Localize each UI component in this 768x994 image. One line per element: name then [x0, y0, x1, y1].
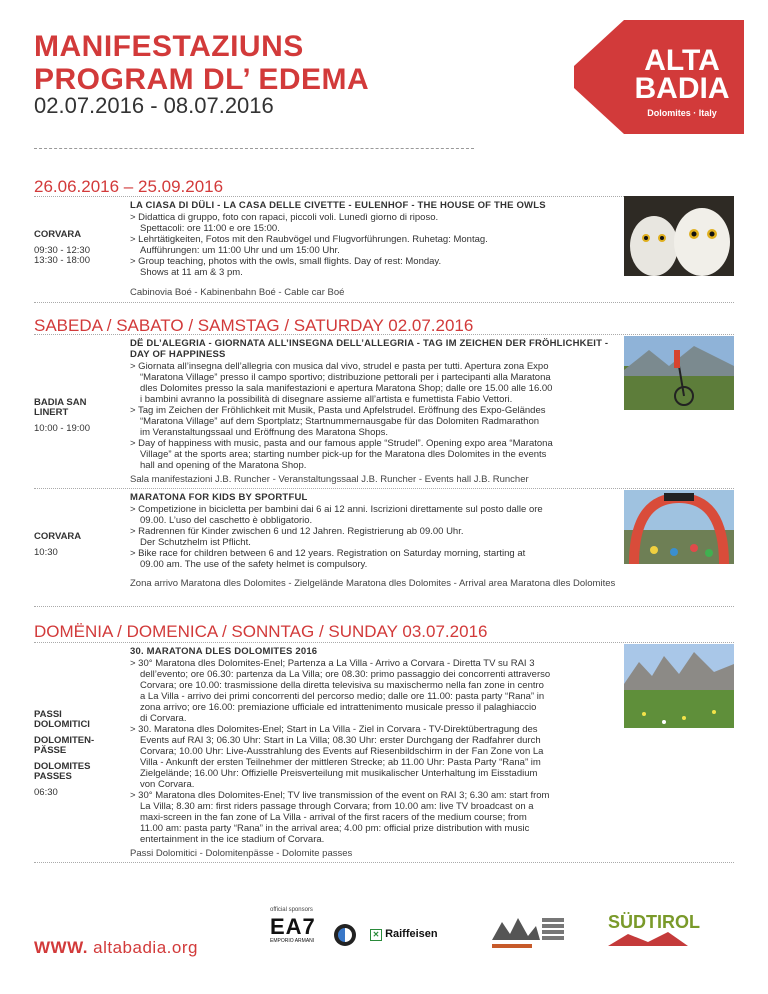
event-time: 13:30 - 18:00	[34, 255, 90, 266]
event-text-line: i bambini avranno la possibilità di disegnare assieme all’artista e fumettista Fabio Vettori.	[140, 394, 513, 405]
event-lines	[130, 361, 618, 471]
header-divider	[34, 148, 474, 149]
divider	[34, 642, 734, 643]
event-venue: Zona arrivo Maratona dles Dolomites - Zielgelände Maratona dles Dolomites - Arrival area Maratona dles Dolomites	[130, 578, 616, 589]
event-text-line: Aufführungen: um 11:00 Uhr und um 15:00 Uhr.	[140, 245, 340, 256]
divider	[34, 334, 734, 335]
logo-text-alta: ALTA	[644, 44, 720, 77]
event-title: MARATONA FOR KIDS BY SPORTFUL	[130, 492, 308, 503]
event-text-line: > Day of happiness with music, pasta and our famous apple “Strudel”. Opening expo area “Maratona	[130, 438, 553, 449]
event-title: DË DL’ALEGRIA - GIORNATA ALL’INSEGNA DELL’ALLEGRIA - TAG IM ZEICHEN DER FRÖHLICHKEIT - DAY OF HAPPINESS	[130, 338, 609, 360]
event-lines	[130, 504, 618, 570]
event-text-line: “Maratona Village” presso il campo sportivo; distribuzione pettorali per i partecipanti alla Maratona	[140, 372, 551, 383]
divider	[34, 302, 734, 303]
section-heading-3: DOMËNIA / DOMENICA / SONNTAG / SUNDAY 03.07.2016	[34, 622, 488, 641]
event-time: 10:30	[34, 547, 58, 558]
event-text-line: 09.00. L’uso del caschetto è obbligatorio.	[140, 515, 313, 526]
page-title-line1: MANIFESTAZIUNS	[34, 30, 304, 63]
event-meta	[34, 230, 119, 266]
event-lines	[130, 658, 618, 845]
website-link[interactable]: WWW. altabadia.org	[34, 938, 198, 957]
event-lines	[130, 212, 618, 278]
divider	[34, 606, 734, 607]
logo-tagline: Dolomites · Italy	[647, 108, 717, 118]
section-heading-2: SABEDA / SABATO / SAMSTAG / SATURDAY 02.07.2016	[34, 316, 474, 335]
bike-acrobat-photo	[624, 336, 734, 410]
event-location: BADIA SAN LINERT	[34, 397, 87, 418]
event-text-line: Village” at the sports area; starting number pick-up for the Maratona dles Dolomites in the events	[140, 449, 547, 460]
event-text-line: im Veranstaltungssaal und Eröffnung des Maratona Shops.	[140, 427, 389, 438]
event-text-line: “Maratona Village” auf dem Sportplatz; Startnummernausgabe für das Dolomiten Radmarathon	[140, 416, 540, 427]
event-meta	[34, 398, 119, 434]
event-text-line: La Villa; 8.30 am: first riders passage through Corvara; from 10.00 am: live TV broadcast on a	[140, 801, 534, 812]
event-text-line: Shows at 11 am & 3 pm.	[140, 267, 243, 278]
event-location: DOLOMITES PASSES	[34, 761, 91, 782]
event-meta	[34, 532, 119, 558]
event-description	[130, 338, 618, 471]
event-text-line: > Didattica di gruppo, foto con rapaci, piccoli voli. Lunedì giorno di riposo.	[130, 212, 439, 223]
event-text-line: Villa - Ankunft der ersten Teilnehmer der mittleren Strecke; ab 11.00 Uhr: Pasta Party “Rana” im	[140, 757, 541, 768]
event-venue: Sala manifestazioni J.B. Runcher - Veranstaltungssaal J.B. Runcher - Events hall J.B. Runcher	[130, 474, 529, 485]
event-text-line: Zielgelände; 16.00 Uhr: Offizielle Preisverteilung mit musikalischer Unterhaltung im Eisstadium	[140, 768, 538, 779]
event-text-line: di Corvara.	[140, 713, 187, 724]
event-text-line: > Radrennen für Kinder zwischen 6 und 12 Jahren. Registrierung ab 09.00 Uhr.	[130, 526, 464, 537]
dolomites-unesco-logo	[488, 910, 584, 960]
event-venue: Passi Dolomitici - Dolomitenpässe - Dolomite passes	[130, 848, 353, 859]
event-text-line: von Corvara.	[140, 779, 195, 790]
dolomites-photo	[624, 644, 734, 728]
event-description	[130, 200, 618, 278]
sponsors-label: official sponsors	[270, 907, 313, 913]
event-location: CORVARA	[34, 229, 82, 240]
raiffeisen-logo: ✕ Raiffeisen	[370, 928, 438, 942]
event-text-line: > 30. Maratona dles Dolomites-Enel; Start in La Villa - Ziel in Corvara - TV-Direktübertragung des	[130, 724, 538, 735]
event-text-line: dles Dolomites presso la sala manifestazioni e apertura Maratona Shop; dalle ore 15.00 alle 16.00	[140, 383, 553, 394]
event-text-line: > Tag im Zeichen der Fröhlichkeit mit Musik, Pasta und Apfelstrudel. Eröffnung des Expo-Geländes	[130, 405, 546, 416]
divider	[34, 862, 734, 863]
event-text-line: entertainment in the ice stadium of Corvara.	[140, 834, 325, 845]
divider	[34, 488, 734, 489]
logo-text-badia: BADIA	[634, 72, 730, 105]
event-text-line: 09.00 am. The use of the safety helmet is compulsory.	[140, 559, 368, 570]
event-text-line: > Giornata all’insegna dell’allegria con musica dal vivo, strudel e pasta per tutti. Apertura zona Expo	[130, 361, 549, 372]
event-text-line: Corvara; 10.00 Uhr: Live-Ausstrahlung des Events auf Riesenbildschirm in der Fan Zone von La	[140, 746, 544, 757]
event-text-line: > 30° Maratona dles Dolomites-Enel; Partenza a La Villa - Arrivo a Corvara - Diretta TV su RAI 3	[130, 658, 535, 669]
kids-race-photo	[624, 490, 734, 564]
event-location: CORVARA	[34, 531, 82, 542]
event-text-line: a La Villa - arrivo dei primi concorrenti del percorso medio; dalle ore 11.00: pasta party “Rana” in	[140, 691, 545, 702]
owls-photo	[624, 196, 734, 276]
alta-badia-logo	[564, 18, 744, 134]
event-text-line: > Competizione in bicicletta per bambini dai 6 ai 12 anni. Iscrizioni direttamente sul posto dalle ore	[130, 504, 543, 515]
suedtirol-logo: SÜDTIROL	[608, 912, 688, 952]
date-range: 02.07.2016 - 08.07.2016	[34, 93, 274, 118]
event-text-line: hall and opening of the Maratona Shop.	[140, 460, 307, 471]
event-text-line: maxi-screen in the fan zone of La Villa - arrival of the first racers of the medium course; from	[140, 812, 527, 823]
event-location: PASSI DOLOMITICI	[34, 709, 90, 730]
event-time: 10:00 - 19:00	[34, 423, 90, 434]
event-text-line: Events auf RAI 3; 06.30 Uhr: Start in La Villa; 08.30 Uhr: erster Durchgang der Radfahrer durch	[140, 735, 541, 746]
event-text-line: > Bike race for children between 6 and 12 years. Registration on Saturday morning, starting at	[130, 548, 526, 559]
event-meta	[34, 710, 119, 798]
event-text-line: 11.00 am: pasta party “Rana” in the arrival area; 4.00 pm: official prize distribution with music	[140, 823, 530, 834]
event-title: LA CIASA DI DÜLI - LA CASA DELLE CIVETTE - EULENHOF - THE HOUSE OF THE OWLS	[130, 200, 546, 211]
page-title-line2: PROGRAM DL’ EDEMA	[34, 63, 370, 96]
event-text-line: > Lehrtätigkeiten, Fotos mit den Raubvögel und Flugvorführungen. Ruhetag: Montag.	[130, 234, 488, 245]
event-text-line: > Group teaching, photos with the owls, small flights. Day of rest: Monday.	[130, 256, 442, 267]
bmw-logo	[334, 924, 356, 946]
event-text-line: > 30° Maratona dles Dolomites-Enel; TV live transmission of the event on RAI 3; 6.30 am: start from	[130, 790, 550, 801]
event-text-line: zona arrivo; ore 16.00: premiazione ufficiale ed intrattenimento musicale presso il palaghiaccio	[140, 702, 537, 713]
event-venue: Cabinovia Boé - Kabinenbahn Boé - Cable car Boé	[130, 287, 345, 298]
event-text-line: Corvara; ore 10.00: trasmissione della diretta televisiva su maxischermo nella fan zone in centro	[140, 680, 544, 691]
event-text-line: Der Schutzhelm ist Pflicht.	[140, 537, 251, 548]
event-location: DOLOMITEN-PÄSSE	[34, 735, 95, 756]
event-time: 09:30 - 12:30	[34, 245, 90, 256]
event-text-line: dell’evento; ore 06.30: partenza da La Villa; ore 08.30: primo passaggio dei concorrenti attraverso	[140, 669, 551, 680]
event-text-line: Spettacoli: ore 11:00 e ore 15:00.	[140, 223, 280, 234]
event-description	[130, 492, 618, 570]
ea7-logo: EA7 EMPORIO ARMANI	[270, 914, 316, 944]
event-description	[130, 646, 618, 845]
event-time: 06:30	[34, 787, 58, 798]
event-title: 30. MARATONA DLES DOLOMITES 2016	[130, 646, 318, 657]
section-heading-1: 26.06.2016 – 25.09.2016	[34, 177, 224, 196]
